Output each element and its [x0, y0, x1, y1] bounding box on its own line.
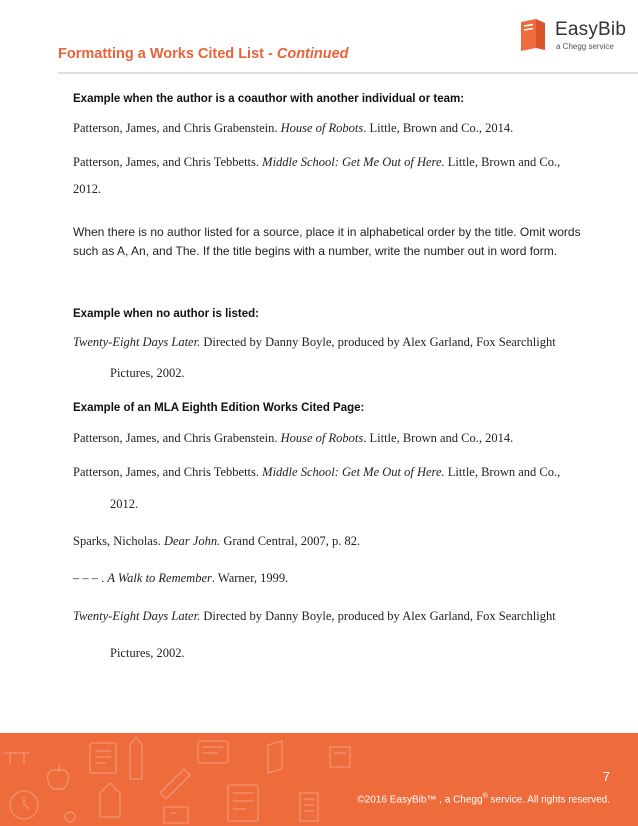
page-title	[58, 46, 349, 62]
citation: – – – . A Walk to Remember. Warner, 1999.	[73, 571, 289, 585]
citation: Sparks, Nicholas. Dear John. Grand Central, 2007, p. 82.	[73, 534, 361, 548]
works-cited-heading: Example of an MLA Eighth Edition Works Cited Page:	[73, 402, 365, 414]
header-divider	[58, 72, 638, 74]
page-footer	[0, 733, 638, 826]
citation: Patterson, James, and Chris Tebbetts. Middle School: Get Me Out of Here. Little, Brown and Co.,	[73, 155, 561, 169]
brand-name: EasyBib	[555, 19, 627, 40]
easybib-logo-icon	[518, 18, 548, 52]
page-title-emphasis: Continued	[276, 46, 349, 62]
citation-continuation: 2012.	[110, 497, 139, 511]
citation: Twenty-Eight Days Later. Directed by Danny Boyle, produced by Alex Garland, Fox Searchlight	[73, 335, 556, 349]
page-number: 7	[602, 769, 610, 784]
citation-continuation: Pictures, 2002.	[110, 366, 185, 380]
citation: Twenty-Eight Days Later. Directed by Danny Boyle, produced by Alex Garland, Fox Searchlight	[73, 609, 556, 623]
citation-continuation: Pictures, 2002.	[110, 646, 185, 660]
page-header	[0, 0, 638, 72]
citation-continuation: 2012.	[73, 182, 102, 196]
citation: Patterson, James, and Chris Tebbetts. Middle School: Get Me Out of Here. Little, Brown and Co.,	[73, 465, 561, 479]
coauthor-heading: Example when the author is a coauthor with another individual or team:	[73, 93, 465, 105]
no-author-heading: Example when no author is listed:	[73, 308, 259, 320]
no-author-paragraph: When there is no author listed for a source, place it in alphabetical order by the title. Omit words such as A, An, and The. If the title begins with a number, write the number out in word form.	[73, 225, 581, 258]
citation: Patterson, James, and Chris Grabenstein. House of Robots. Little, Brown and Co., 2014.	[73, 431, 514, 445]
school-doodle-pattern-icon	[0, 733, 420, 826]
brand-tagline: a Chegg service	[556, 42, 614, 51]
copyright-notice: ©2016 EasyBib™ , a Chegg® service. All rights reserved.	[357, 793, 610, 806]
page-title-text: Formatting a Works Cited List -	[58, 46, 277, 62]
citation: Patterson, James, and Chris Grabenstein. House of Robots. Little, Brown and Co., 2014.	[73, 121, 514, 135]
